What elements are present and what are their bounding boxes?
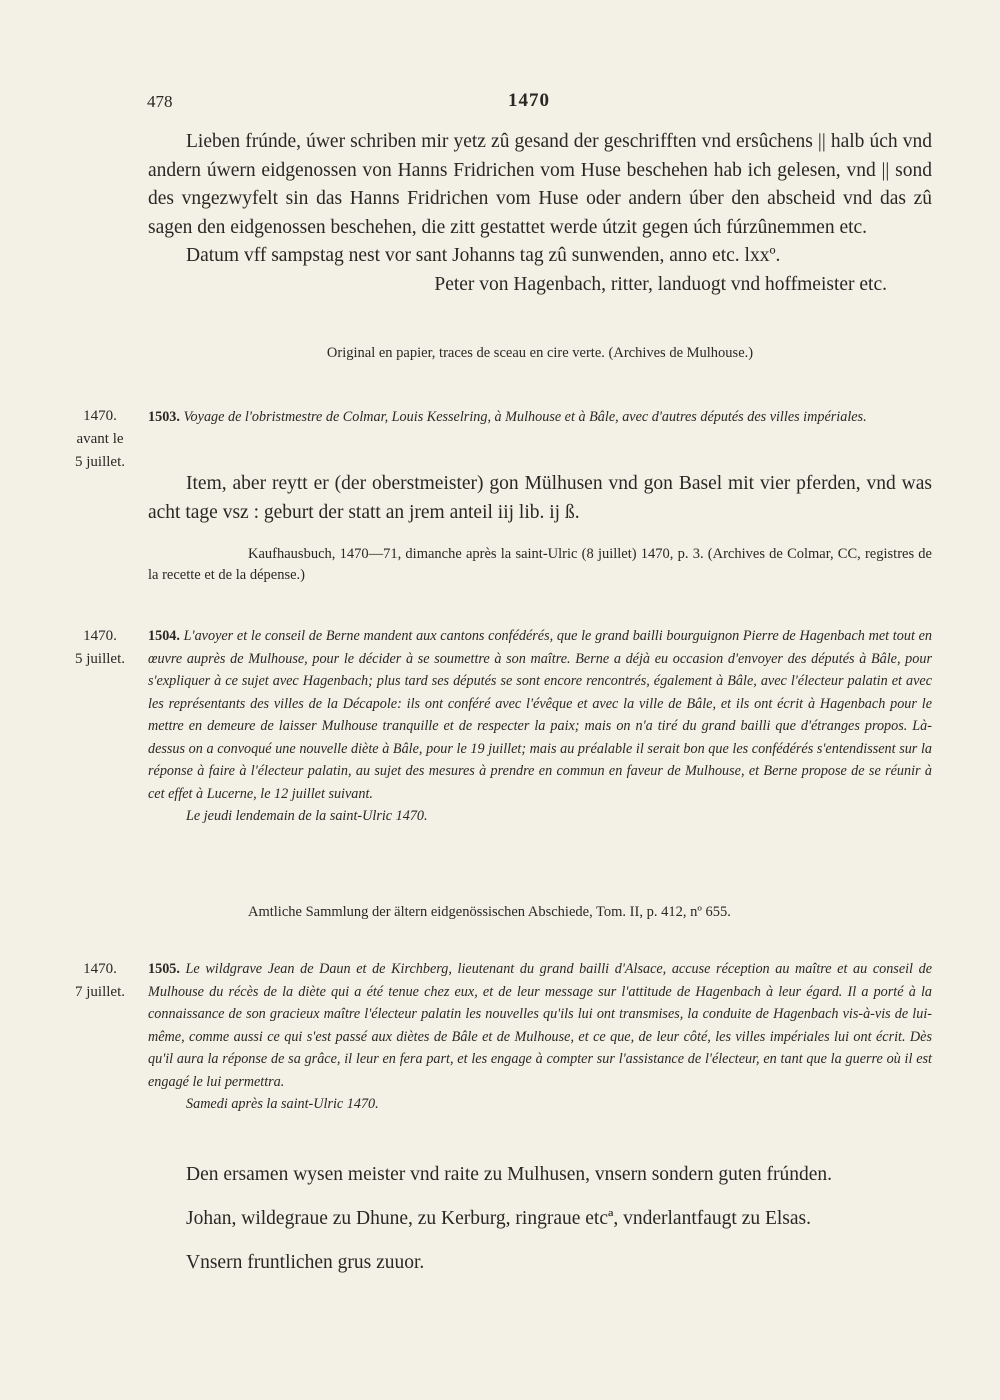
letter-greeting: Vnsern fruntlichen grus zuuor. — [186, 1252, 425, 1273]
letter-datum: Datum vff sampstag nest vor sant Johanns tag zû sunwenden, anno etc. lxxº. — [186, 245, 781, 267]
entry-1503-summary — [148, 406, 932, 429]
entry-date: Samedi après la saint-Ulric 1470. — [186, 1096, 379, 1112]
letter-paragraph: Lieben frúnde, úwer schriben mir yetz zû gesand der geschrifften vnd ersûchens || halb úch vnd andern úwern eidgenossen von Hanns Fridrichen vom Huse beschehen hab ich gelesen, vnd || sond des vngezwyfelt sin das Hanns Fridrichen vom Huse oder andern úber den abscheid vnd das zû sagen den eidgenossen beschehen, die zitt gestattet werde útzit gegen úch fúrzûnemmen etc. — [148, 131, 932, 238]
entry-1504-source: Amtliche Sammlung der ältern eidgenössischen Abschiede, Tom. II, p. 412, nº 655. — [248, 904, 731, 920]
entry-number: 1503. — [148, 409, 180, 425]
letter-address: Den ersamen wysen meister vnd raite zu Mulhusen, vnsern sondern guten frúnden. — [186, 1164, 833, 1185]
entry-summary-text: Le wildgrave Jean de Daun et de Kirchberg, lieutenant du grand bailli d'Alsace, accuse réception au maître et au conseil de Mulhouse du récès de la diète qui a été tenue chez eux, et de leur message sur l'attitude de Hagenbach à leur égard. Il a porté à la connaissance de son gracieux maître l'électeur palatin les nouvelles qu'ils lui ont transmises, la conduite de Hagenbach vis-à-vis de lui-même, comme aussi ce qui s'est passé aux diètes de Bâle et de Mulhouse, et ce que, de leur côté, les villes impériales lui ont écrit. Dès qu'il aura la réponse de sa grâce, il leur en fera part, et les engage à compter sur l'assistance de l'électeur, en tant que la guerre où il est engagé le lui permettra. — [148, 961, 933, 1090]
entry-1503-text — [148, 469, 932, 542]
margin-year: 1470. — [83, 628, 117, 644]
margin-year: 1470. — [83, 961, 117, 977]
entry-1505-letter — [148, 1160, 932, 1292]
letter-sender: Johan, wildegraue zu Dhune, zu Kerburg, ringraue etcª, vnderlantfaugt zu Elsas. — [186, 1208, 812, 1229]
entry-1505-summary — [148, 958, 932, 1116]
page-header-year: 1470 — [508, 90, 550, 111]
entry-summary-text: L'avoyer et le conseil de Berne mandent aux cantons confédérés, que le grand bailli bourguignon Pierre de Hagenbach met tout en œuvre auprès de Mulhouse, pour le décider à se soumettre à son maître. Berne a déjà eu occasion d'envoyer des députés à Bâle, pour s'expliquer à ce sujet avec Hagenbach; plus tard ses députés se sont encore rencontrés, également à Bâle, avec l'électeur palatin et avec les représentants des villes de la Décapole: ils ont conféré avec l'évêque et avec la ville de Bâle, et ils ont écrit à Hagenbach pour le mettre en demeure de laisser Mulhouse tranquille et de respecter la paix; mais on n'a tiré du grand bailli que d'étranges propos. Là-dessus on a convoqué une nouvelle diète à Bâle, pour le 19 juillet; mais au préalable il serait bon que les confédérés s'entendissent sur la réponse à faire à l'électeur palatin, au sujet des mesures à prendre en commun en faveur de Mulhouse, et Berne propose de se réunir à cet effet à Lucerne, le 12 juillet suivant. — [148, 628, 933, 802]
margin-year: 1470. — [83, 408, 117, 424]
entry-date: Le jeudi lendemain de la saint-Ulric 1470. — [186, 808, 428, 824]
page-number: 478 — [147, 92, 173, 111]
margin-line: avant le — [76, 431, 124, 447]
letter-signature: Peter von Hagenbach, ritter, landuogt vnd hoffmeister etc. — [434, 273, 887, 295]
entry-number: 1505. — [148, 961, 180, 977]
entry-text-paragraph: Item, aber reytt er (der oberstmeister) gon Mülhusen vnd gon Basel mit vier pferden, vnd was acht tage vsz : geburt der statt an jrem anteil iij lib. ij ß. — [148, 473, 932, 523]
entry-1504-margin-date — [62, 625, 138, 671]
margin-line: 7 juillet. — [75, 984, 125, 1000]
entry-number: 1504. — [148, 628, 180, 644]
entry-1503-margin-date — [62, 405, 138, 474]
margin-line: 5 juillet. — [75, 454, 125, 470]
entry-summary-text: Voyage de l'obristmestre de Colmar, Louis Kesselring, à Mulhouse et à Bâle, avec d'autres députés des villes impériales. — [183, 409, 867, 425]
entry-1504-summary — [148, 625, 932, 828]
letter-body — [148, 128, 932, 300]
letter-source-note: Original en papier, traces de sceau en cire verte. (Archives de Mulhouse.) — [326, 345, 754, 361]
entry-1503-source: Kaufhausbuch, 1470—71, dimanche après la saint-Ulric (8 juillet) 1470, p. 3. (Archives de Colmar, CC, registres de la recette et de la dépense.) — [148, 546, 932, 583]
entry-1505-margin-date — [62, 958, 138, 1004]
margin-line: 5 juillet. — [75, 651, 125, 667]
